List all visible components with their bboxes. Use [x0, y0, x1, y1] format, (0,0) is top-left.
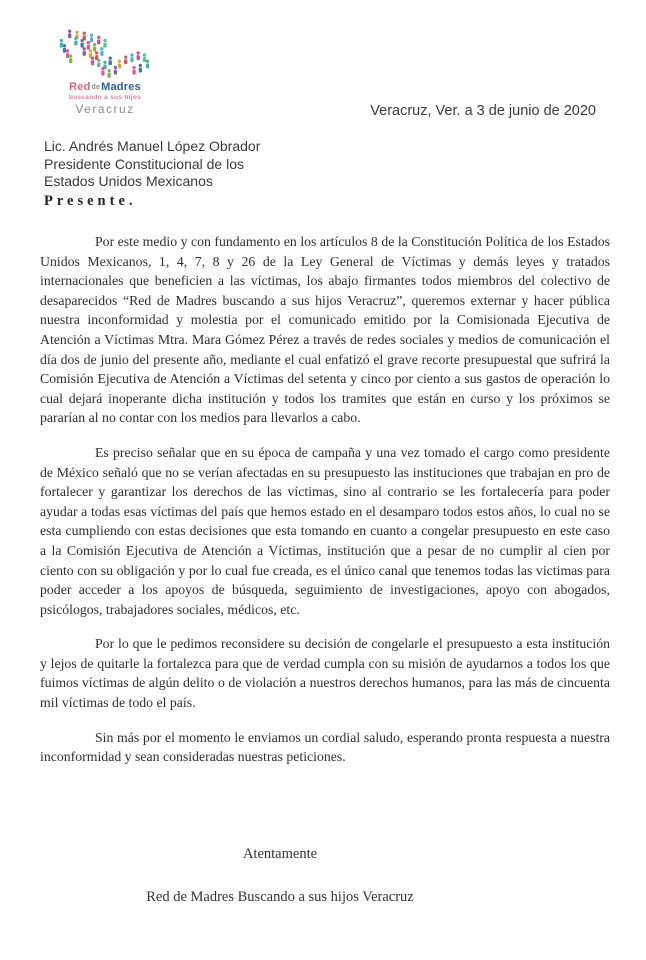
addressee-block	[44, 138, 646, 210]
addressee-title-line1: Presidente Constitucional de los	[44, 155, 245, 172]
body-paragraph-2: Es preciso señalar que en su época de campaña y una vez tomado el cargo como presidente de México señaló que no se verían afectadas en su presupuesto las instituciones que trabajan en pro de fortalecer y garantizar los derechos de las víctimas, sino al contrario se les fortalecería para poder ayudar a todas esas víctimas del país que hemos estado en el desamparo todos estos años, lo cual no se esta cumpliendo con estas decisiones que esta tomando en cuanto a congelar presupuesto en este caso a la Comisión Ejecutiva de Atención a Víctimas, institución que a pesar de no cumplir al cien por ciento con su obligación y por lo cual fue creada, es el único canal que tenemos todas las victimas para poder acceder a los apoyos de búsqueda, seguimiento de investigaciones, apoyo con abogados, psicólogos, trabajadores sociales, médicos, etc.	[40, 444, 610, 617]
logo-region: Veracruz	[75, 102, 135, 116]
logo-name-de: de	[91, 84, 101, 91]
body-paragraph-4: Sin más por el momento le enviamos un cordial saludo, esperando pronta respuesta a nuestra inconformidad y sean consideradas nuestras peticiones.	[40, 729, 610, 765]
body-paragraph-3: Por lo que le pedimos reconsidere su decisión de congelarle el presupuesto a esta institución y lejos de quitarle la fortalezca para que de verdad cumpla con su misión de ayudarnos a todos los que fuimos víctimas de algún delito o de violación a nuestros derechos humanos, para las más de cincuenta mil víctimas de todo el país.	[40, 636, 610, 711]
logo-tagline: buscando a sus hijos	[68, 93, 142, 101]
closing-signature: Red de Madres Buscando a sus hijos Veracruz	[146, 889, 414, 905]
closing-salutation: Atentamente	[242, 846, 318, 862]
logo-name-madres: Madres	[101, 81, 141, 93]
body-paragraph-1: Por este medio y con fundamento en los artículos 8 de la Constitución Política de los Estados Unidos Mexicanos, 1, 4, 7, 8 y 26 de la Ley General de Víctimas y demás leyes y tratados internacionales que beneficien a las víctimas, los abajo firmantes todos miembros del colectivo de desaparecidos “Red de Madres buscando a sus hijos Veracruz”, queremos externar y hacer pública nuestra inconformidad y molestia por el comunicado emitido por la Comisionada Ejecutiva de Atención a Víctimas Mtra. Mara Gómez Pérez a través de redes sociales y medios de comunicación el día dos de junio del presente año, mediante el cual enfatizó el grave recorte presupuestal que sufrirá la Comisión Ejecutiva de Atención a Víctimas del setenta y cinco por ciento a sus gastos de operación lo cual dejará inoperante dicha institución y todos los tramites que están en curso y los próximos se pararían al no contar con los medios para llevarlos a cabo.	[40, 234, 610, 426]
addressee-name: Lic. Andrés Manuel López Obrador	[44, 138, 261, 154]
logo-name-red: Red	[69, 81, 91, 93]
presente-line: Presente.	[44, 192, 137, 209]
logo-name	[46, 82, 164, 93]
letter-body	[40, 232, 610, 767]
addressee-title-line2: Estados Unidos Mexicanos	[44, 173, 213, 189]
org-logo	[46, 26, 164, 115]
date-line: Veracruz, Ver. a 3 de junio de 2020	[370, 103, 596, 119]
map-figures	[60, 30, 150, 78]
mexico-map-logo	[53, 26, 157, 80]
